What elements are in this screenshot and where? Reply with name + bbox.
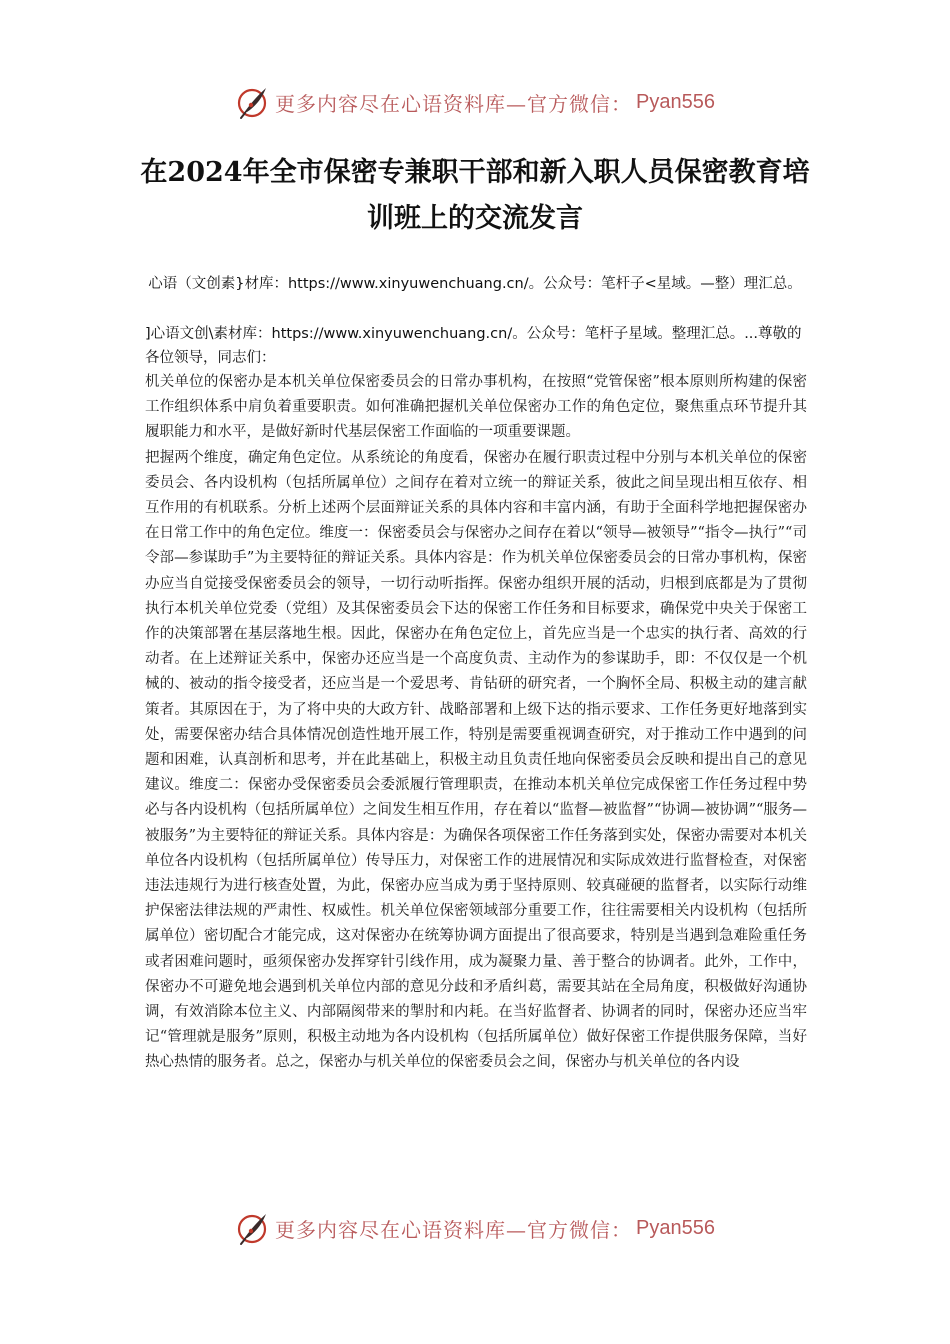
header-banner-wechat-id: Pyan556	[636, 90, 715, 113]
footer-banner-text: 更多内容尽在心语资料库—官方微信：	[275, 1217, 633, 1242]
header-banner-text: 更多内容尽在心语资料库—官方微信：	[275, 91, 633, 116]
footer-banner-wechat-id: Pyan556	[636, 1216, 715, 1239]
intro-source-line-1: 心语（文创素}材库：https://www.xinyuwenchuang.cn/。公众号：笔杆子<星域。—整）理汇总。	[148, 276, 802, 292]
body-paragraph-2: 把握两个维度，确定角色定位。从系统论的角度看，保密办在履行职责过程中分别与本机关单位的保密委员会、各内设机构（包括所属单位）之间存在着对立统一的辩证关系，彼此之间呈现出相互依存、相互作用的有机联系。分析上述两个层面辩证关系的具体内容和丰富内涵，有助于全面科学地把握保密办在日常工作中的角色定位。维度一：保密委员会与保密办之间存在着以“领导—被领导”“指令—执行”“司令部—参谋助手”为主要特征的辩证关系。具体内容是：作为机关单位保密委员会的日常办事机构，保密办应当自觉接受保密委员会的领导，一切行动听指挥。保密办组织开展的活动，归根到底都是为了贯彻执行本机关单位党委（党组）及其保密委员会下达的保密工作任务和目标要求，确保党中央关于保密工作的决策部署在基层落地生根。因此，保密办在角色定位上，首先应当是一个忠实的执行者、高效的行动者。在上述辩证关系中，保密办还应当是一个高度负责、主动作为的参谋助手，即：不仅仅是一个机械的、被动的指令接受者，还应当是一个爱思考、肯钻研的研究者，一个胸怀全局、积极主动的建言献策者。其原因在于，为了将中央的大政方针、战略部署和上级下达的指示要求、工作任务更好地落到实处，需要保密办结合具体情况创造性地开展工作，特别是需要重视调查研究，对于推动工作中遇到的问题和困难，认真剖析和思考，并在此基础上，积极主动且负责任地向保密委员会反映和提出自己的意见建议。维度二：保密办受保密委员会委派履行管理职责，在推动本机关单位完成保密工作任务过程中势必与各内设机构（包括所属单位）之间发生相互作用，存在着以“监督—被监督”“协调—被协调”“服务—被服务”为主要特征的辩证关系。具体内容是：为确保各项保密工作任务落到实处，保密办需要对本机关单位各内设机构（包括所属单位）传导压力，对保密工作的进展情况和实际成效进行监督检查，对保密违法违规行为进行核查处置，为此，保密办应当成为勇于坚持原则、较真碰硬的监督者，以实际行动维护保密法律法规的严肃性、权威性。机关单位保密领域部分重要工作，往往需要相关内设机构（包括所属单位）密切配合才能完成，这对保密办在统筹协调方面提出了很高要求，特别是当遇到急难险重任务或者困难问题时，亟须保密办发挥穿针引线作用，成为凝聚力量、善于整合的协调者。此外，工作中，保密办不可避免地会遇到机关单位内部的意见分歧和矛盾纠葛，需要其站在全局角度，积极做好沟通协调，有效消除本位主义、内部隔阂带来的掣肘和内耗。在当好监督者、协调者的同时，保密办还应当牢记“管理就是服务”原则，积极主动地为各内设机构（包括所属单位）做好保密工作提供服务保障，当好热心热情的服务者。总之，保密办与机关单位的保密委员会之间，保密办与机关单位的各内设	[145, 449, 807, 1071]
intro-source-line-2: ]心语文创\素材库：https://www.xinyuwenchuang.cn/。公众号：笔杆子星域。整理汇总。...尊敬的各位领导，同志们：	[145, 326, 802, 366]
footer-banner	[0, 1206, 950, 1250]
quill-logo-icon	[235, 84, 271, 120]
header-banner	[0, 80, 950, 124]
document-body	[145, 370, 807, 1076]
body-paragraph-1: 机关单位的保密办是本机关单位保密委员会的日常办事机构，在按照“党管保密”根本原则所构建的保密工作组织体系中肩负着重要职责。如何准确把握机关单位保密办工作的角色定位，聚焦重点环节提升其履职能力和水平，是做好新时代基层保密工作面临的一项重要课题。	[145, 374, 807, 441]
quill-logo-icon	[235, 1210, 271, 1246]
document-title: 在2024年全市保密专兼职干部和新入职人员保密教育培训班上的交流发言	[140, 157, 810, 234]
